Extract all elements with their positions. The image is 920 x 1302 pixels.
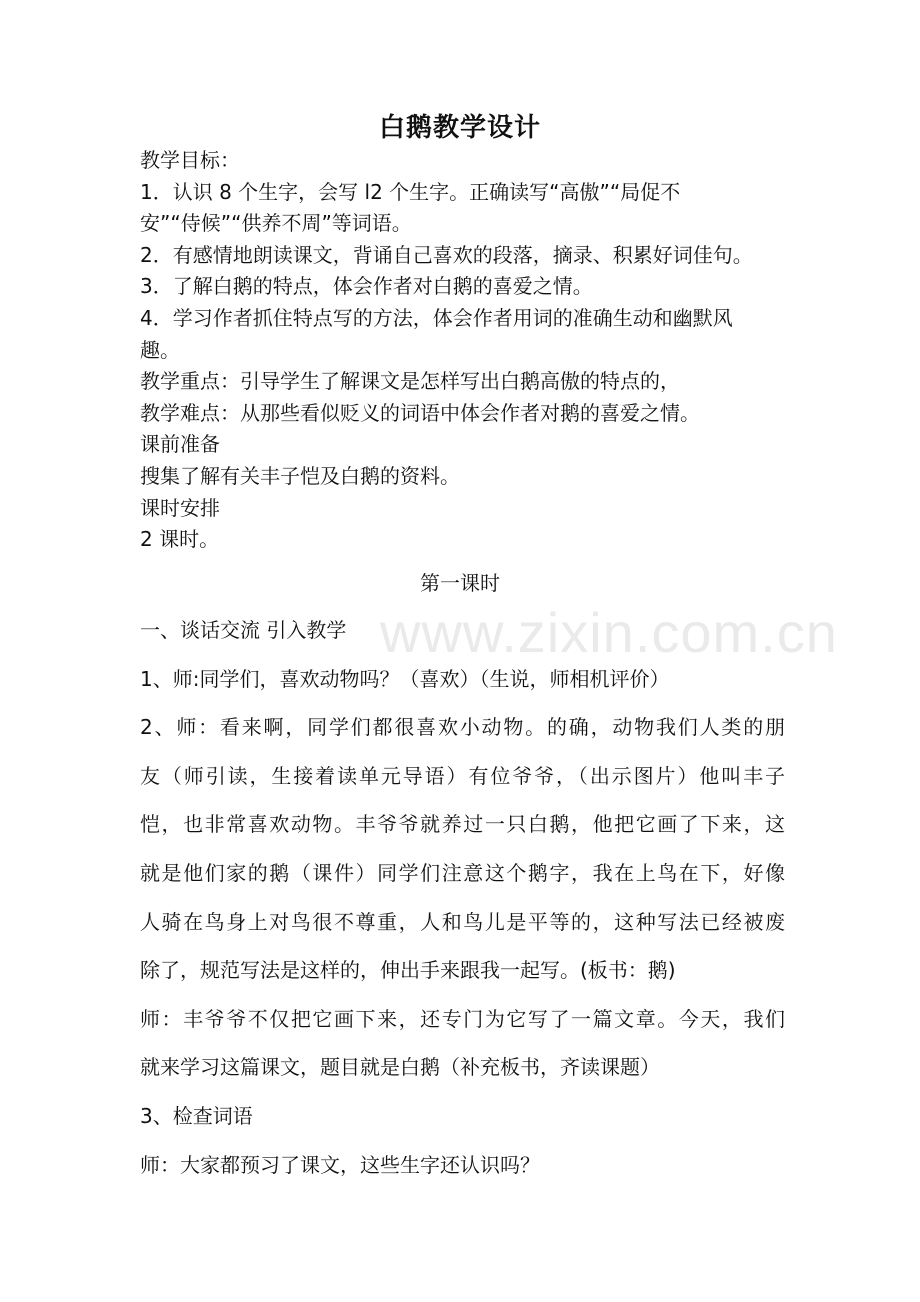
text-line: 师：大家都预习了课文，这些生字还认识吗？ (140, 1152, 540, 1177)
lesson-body (140, 606, 785, 1189)
document-title: 白鹅教学设计 (378, 113, 541, 143)
text-line: 趣。 (140, 337, 180, 362)
text-line: 搜集了解有关丰子恺及白鹅的资料。 (140, 463, 460, 488)
text-line: 课前准备 (140, 432, 220, 457)
text-line: 人骑在鸟身上对鸟很不尊重，人和鸟儿是平等的，这种写法已经被废 (140, 909, 785, 934)
text-line: 1、师:同学们，喜欢动物吗？（喜欢）（生说，师相机评价） (140, 666, 670, 691)
text-line: 2．有感情地朗读课文，背诵自己喜欢的段落，摘录、积累好词佳句。 (140, 242, 753, 267)
text-line: 一、谈话交流 引入教学 (140, 618, 347, 642)
text-line: 除了，规范写法是这样的，伸出手来跟我一起写。(板书：鹅) (140, 958, 676, 983)
text-line: 师：丰爷爷不仅把它画下来，还专门为它写了一篇文章。今天，我们 (140, 1006, 785, 1031)
objectives-section (140, 145, 785, 556)
text-line: 就来学习这篇课文，题目就是白鹅（补充板书，齐读课题） (140, 1055, 660, 1080)
text-line: 3、检查词语 (140, 1103, 253, 1128)
text-line: 教学目标： (140, 148, 240, 172)
text-line: 就是他们家的鹅（课件）同学们注意这个鹅字，我在上鸟在下，好像 (140, 860, 785, 885)
text-line: 1．认识 8 个生字，会写 l2 个生字。正确读写“高傲”“局促不 (140, 179, 681, 204)
text-line: 课时安排 (140, 495, 220, 520)
text-line: 友（师引读，生接着读单元导语）有位爷爷，（出示图片）他叫丰子 (140, 763, 785, 788)
text-line: 教学难点：从那些看似贬义的词语中体会作者对鹅的喜爱之情。 (140, 400, 700, 425)
text-line: 2、师：看来啊，同学们都很喜欢小动物。的确，动物我们人类的朋 (140, 715, 785, 740)
watermark: www.zixin.com.cn (380, 601, 838, 664)
text-line: 2 课时。 (140, 527, 220, 552)
text-line: 恺，也非常喜欢动物。丰爷爷就养过一只白鹅，他把它画了下来，这 (140, 812, 785, 837)
text-line: 3．了解白鹅的特点，体会作者对白鹅的喜爱之情。 (140, 274, 593, 299)
section-heading: 第一课时 (420, 571, 500, 595)
text-line: 4．学习作者抓住特点写的方法，体会作者用词的准确生动和幽默风 (140, 305, 733, 330)
text-line: 安”“侍候”“供养不周”等词语。 (140, 211, 412, 236)
text-line: 教学重点：引导学生了解课文是怎样写出白鹅高傲的特点的， (140, 369, 680, 394)
